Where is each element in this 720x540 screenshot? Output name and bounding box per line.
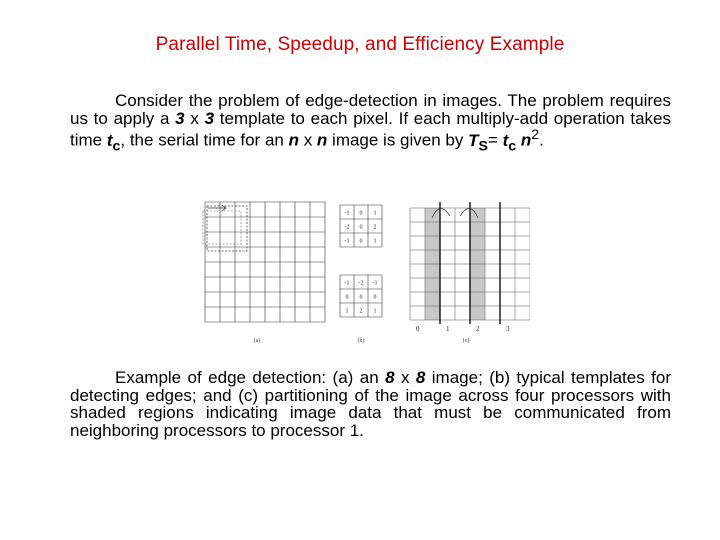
tc-subscript: c <box>112 138 121 155</box>
processor-number: 2 <box>476 325 480 333</box>
slide-title: Parallel Time, Speedup, and Efficiency Example <box>155 34 565 55</box>
exponent: 2 <box>531 127 540 144</box>
n-symbol: n <box>520 130 532 150</box>
template-value: -1 <box>344 280 350 287</box>
figure-caption <box>70 369 671 439</box>
template-value: -1 <box>344 238 350 245</box>
template-value: 1 <box>373 210 377 217</box>
template-value: 1 <box>373 238 377 245</box>
ts-subscript: S <box>478 138 488 155</box>
image-size: 8 <box>415 368 426 387</box>
template-size: 3 <box>175 108 185 128</box>
equals-sign: = <box>487 130 503 150</box>
template-value: 0 <box>359 238 363 245</box>
caption-text: Example of edge detection: (a) an <box>115 368 386 387</box>
template-value: 0 <box>345 294 349 301</box>
template-value: 2 <box>359 308 363 315</box>
processor-number: 3 <box>506 325 510 333</box>
intro-text: image is given by <box>327 130 469 150</box>
times-sign: x <box>394 368 416 387</box>
label-b: (b) <box>357 338 365 344</box>
template-value: 0 <box>359 210 363 217</box>
template-value: 2 <box>373 224 377 231</box>
template-value: 1 <box>345 308 349 315</box>
times-sign: x <box>298 130 317 150</box>
times-sign: x <box>184 108 205 128</box>
processor-number: 0 <box>416 325 420 333</box>
template-value: 1 <box>373 308 377 315</box>
template-value: 0 <box>359 224 363 231</box>
template-window-outline <box>203 211 241 244</box>
template-value: 0 <box>359 294 363 301</box>
tc-symbol: t <box>106 130 113 150</box>
edge-detection-figure <box>200 190 530 348</box>
intro-text: Consider the problem of edge-detection in images. The problem requires us to apply a <box>70 91 671 128</box>
intro-text: template to each pixel. If each multiply-add operation takes time <box>70 108 672 150</box>
template-value: -1 <box>372 280 378 287</box>
processor-number: 1 <box>446 325 450 333</box>
figure-drawing <box>200 190 530 348</box>
n-symbol: n <box>316 130 328 150</box>
template-value: 0 <box>373 294 377 301</box>
intro-text: , the serial time for an <box>120 130 289 150</box>
template-size: 3 <box>204 108 215 128</box>
label-a: (a) <box>253 338 261 344</box>
image-size: 8 <box>385 368 395 387</box>
n-symbol: n <box>288 130 299 150</box>
tc-subscript: c <box>508 138 517 155</box>
intro-paragraph: Consider the problem of edge-detection in images. The problem requires us to apply a 3 x 3 template to each pixel. If each multiply-add operation takes time $t_c$, the serial time for an n x n image is given by $T_S= t_c$ $n^2$. <box>70 91 672 155</box>
image-grid-8x8 <box>205 202 325 322</box>
label-c: (c) <box>462 338 470 344</box>
template-value: -2 <box>358 280 364 287</box>
template-value: -2 <box>344 224 350 231</box>
template-value: -1 <box>344 210 350 217</box>
tc-symbol: t <box>502 130 509 150</box>
caption-text: image; (b) typical templates for detecting edges; and (c) partitioning of the image across four processors with shaded regions indicating image data that must be communicated from neighboring processors to processor 1. <box>70 368 671 440</box>
ts-symbol: T <box>468 130 479 150</box>
